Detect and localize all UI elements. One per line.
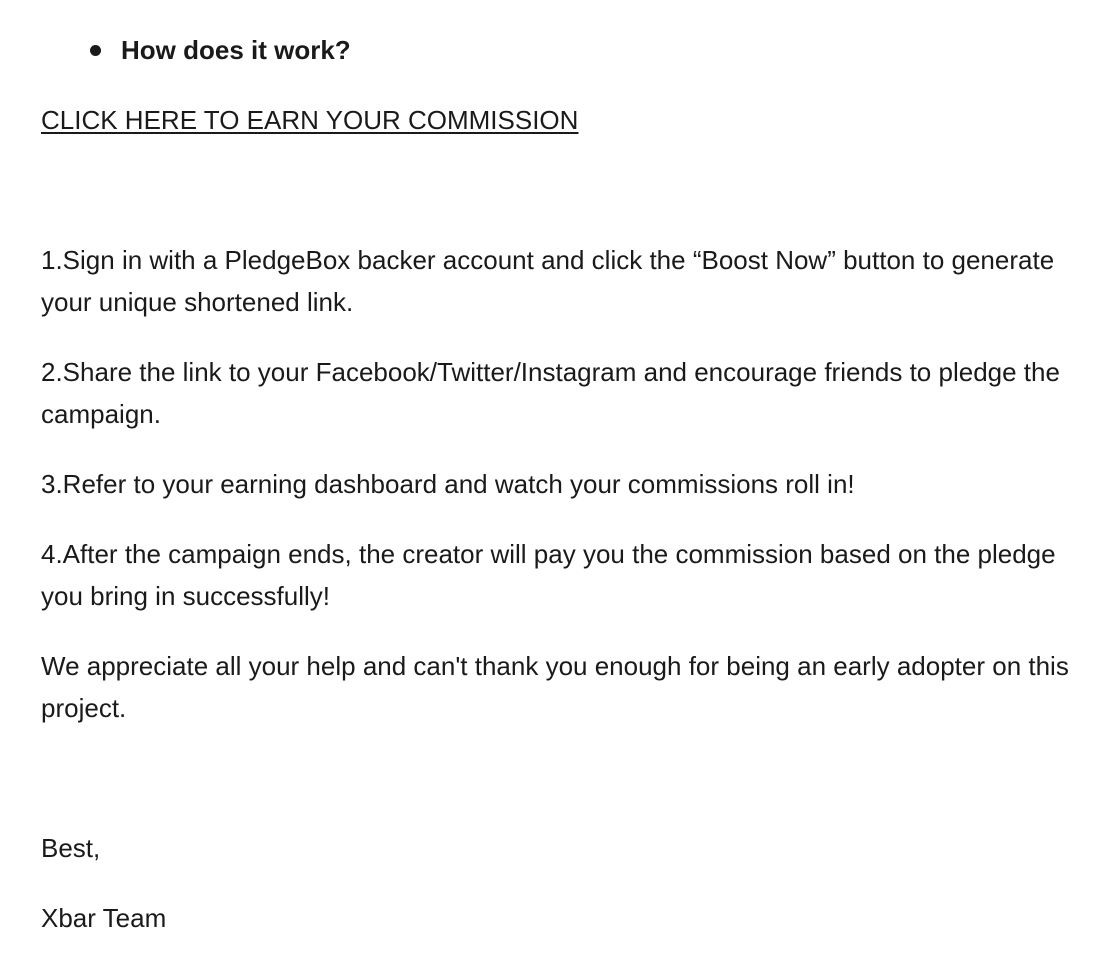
step-1-text: 1.Sign in with a PledgeBox backer account and click the “Boost Now” button to generate your unique shortened link. xyxy=(41,245,1055,317)
step-4-text: 4.After the campaign ends, the creator will pay you the commission based on the pledge you bring in successfully! xyxy=(41,539,1056,611)
email-body xyxy=(41,29,1081,967)
how-it-works-list xyxy=(41,29,1081,71)
step-2-text: 2.Share the link to your Facebook/Twitter/Instagram and encourage friends to pledge the campaign. xyxy=(41,357,1060,429)
steps-section xyxy=(41,239,1081,729)
how-it-works-item xyxy=(41,29,1081,71)
how-it-works-heading: How does it work? xyxy=(121,35,351,65)
earn-commission-link[interactable]: CLICK HERE TO EARN YOUR COMMISSION xyxy=(41,105,579,135)
thanks-text: We appreciate all your help and can't thank you enough for being an early adopter on this project. xyxy=(41,651,1069,723)
signoff-section xyxy=(41,827,1081,939)
signoff-signature: Xbar Team xyxy=(41,903,167,933)
step-3-text: 3.Refer to your earning dashboard and watch your commissions roll in! xyxy=(41,469,855,499)
bullet-dot-icon xyxy=(90,45,101,56)
signoff-greeting: Best, xyxy=(41,833,101,863)
